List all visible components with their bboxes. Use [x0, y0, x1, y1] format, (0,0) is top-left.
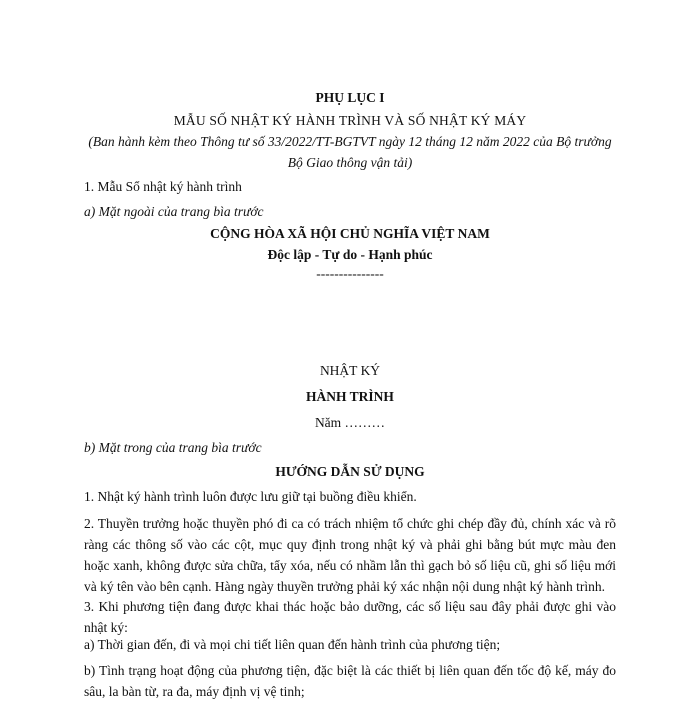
- guide-item-2-line: ràng các thông số vào các cột, mục quy định trong nhật ký và phải ghi bằng bút mực màu đen: [84, 537, 616, 552]
- book-title-line2: HÀNH TRÌNH: [306, 389, 394, 404]
- book-title-line1: NHẬT KÝ: [319, 363, 381, 378]
- motto-separator: ---------------: [316, 266, 384, 281]
- guide-item-2: [84, 513, 616, 597]
- section-title: 1. Mẫu Sổ nhật ký hành trình: [84, 179, 242, 194]
- outer-cover-label: a) Mặt ngoài của trang bìa trước: [84, 204, 264, 219]
- guide-item-2-line: và ký tên vào bên cạnh. Hàng ngày thuyền trưởng phải ký xác nhận nội dung nhật ký hành trình.: [84, 579, 605, 594]
- guide-item-3b-line: sâu, la bàn từ, ra đa, máy định vị vệ tinh;: [84, 684, 305, 699]
- guide-item-2-line: hoặc xanh, không được sửa chữa, tẩy xóa, nếu có nhầm lẫn thì gạch bỏ số liệu cũ, ghi số liệu mới: [84, 558, 616, 573]
- guide-item-3b-line: b) Tình trạng hoạt động của phương tiện, đặc biệt là các thiết bị liên quan đến tốc độ kế, máy đo: [84, 663, 616, 678]
- appendix-heading: PHỤ LỤC I: [315, 90, 385, 105]
- guide-item-3a: a) Thời gian đến, đi và mọi chi tiết liên quan đến hành trình của phương tiện;: [84, 637, 501, 652]
- guide-item-1: 1. Nhật ký hành trình luôn được lưu giữ tại buồng điều khiển.: [84, 489, 417, 504]
- guide-item-3-line: nhật ký:: [84, 620, 128, 635]
- inner-cover-label: b) Mặt trong của trang bìa trước: [84, 440, 262, 455]
- guide-item-3: [84, 596, 616, 638]
- country-name: CỘNG HÒA XÃ HỘI CHỦ NGHĨA VIỆT NAM: [210, 226, 490, 241]
- issued-note-line2: Bộ Giao thông vận tải): [287, 155, 413, 170]
- appendix-title: MẪU SỐ NHẬT KÝ HÀNH TRÌNH VÀ SỐ NHẬT KÝ MÁY: [173, 113, 527, 128]
- year-field: Năm ………: [314, 415, 386, 430]
- issued-note-line1: (Ban hành kèm theo Thông tư số 33/2022/TT-BGTVT ngày 12 tháng 12 năm 2022 của Bộ trưởng: [88, 134, 612, 149]
- guide-item-3-line: 3. Khi phương tiện đang được khai thác hoặc bảo dưỡng, các số liệu sau đây phải được ghi vào: [84, 599, 616, 614]
- usage-guide-title: HƯỚNG DẪN SỬ DỤNG: [275, 464, 425, 479]
- national-motto: Độc lập - Tự do - Hạnh phúc: [267, 247, 433, 262]
- guide-item-3b: [84, 660, 616, 702]
- guide-item-2-line: 2. Thuyền trưởng hoặc thuyền phó đi ca có trách nhiệm tổ chức ghi chép đầy đủ, chính xác và rõ: [84, 516, 616, 531]
